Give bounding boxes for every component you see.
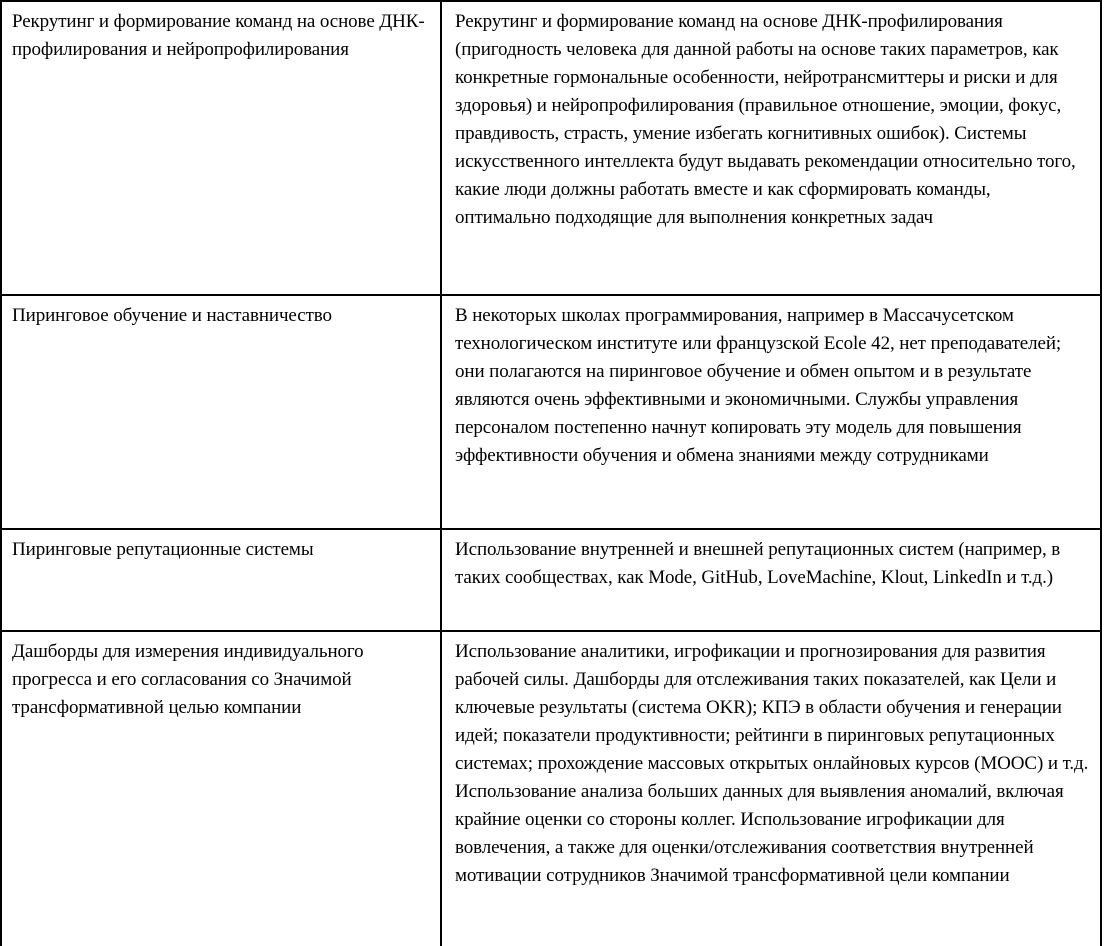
table-row — [1, 631, 1101, 946]
description-cell: Использование аналитики, игрофикации и прогнозирования для развития рабочей силы. Дашборды для отслеживания таких показателей, как Цели и ключевые результаты (система OKR); КПЭ в области обучения и генерации идей; показатели продуктивности; рейтинги в пиринговых репутационных системах; прохождение массовых открытых онлайновых курсов (MOOC) и т.д. Использование анализа больших данных для выявления аномалий, включая крайние оценки со стороны коллег. Использование игрофикации для вовлечения, а также для оценки/отслеживания соответствия внутренней мотивации сотрудников Значимой трансформативной цели компании — [441, 631, 1101, 946]
table-row — [1, 1, 1101, 295]
description-cell: Рекрутинг и формирование команд на основе ДНК-профилирования (пригодность человека для данной работы на основе таких параметров, как конкретные гормональные особенности, нейротрансмиттеры и риски и для здоровья) и нейропрофилирования (правильное отношение, эмоции, фокус, правдивость, страсть, умение избегать когнитивных ошибок). Системы искусственного интеллекта будут выдавать рекомендации относительно того, какие люди должны работать вместе и как сформировать команды, оптимально подходящие для выполнения конкретных задач — [441, 1, 1101, 295]
table-row — [1, 295, 1101, 529]
term-cell: Пиринговое обучение и наставничество — [1, 295, 441, 529]
term-cell: Рекрутинг и формирование команд на основе ДНК-профилирования и нейропрофилирования — [1, 1, 441, 295]
description-cell: Использование внутренней и внешней репутационных систем (например, в таких сообществах, как Mode, GitHub, LoveMachine, Klout, LinkedIn и т.д.) — [441, 529, 1101, 631]
table-row — [1, 529, 1101, 631]
description-cell: В некоторых школах программирования, например в Массачусетском технологическом институте или французской Ecole 42, нет преподавателей; они полагаются на пиринговое обучение и обмен опытом и в результате являются очень эффективными и экономичными. Службы управления персоналом постепенно начнут копировать эту модель для повышения эффективности обучения и обмена знаниями между сотрудниками — [441, 295, 1101, 529]
term-cell: Пиринговые репутационные системы — [1, 529, 441, 631]
term-cell: Дашборды для измерения индивидуального прогресса и его согласования со Значимой трансформативной целью компании — [1, 631, 441, 946]
